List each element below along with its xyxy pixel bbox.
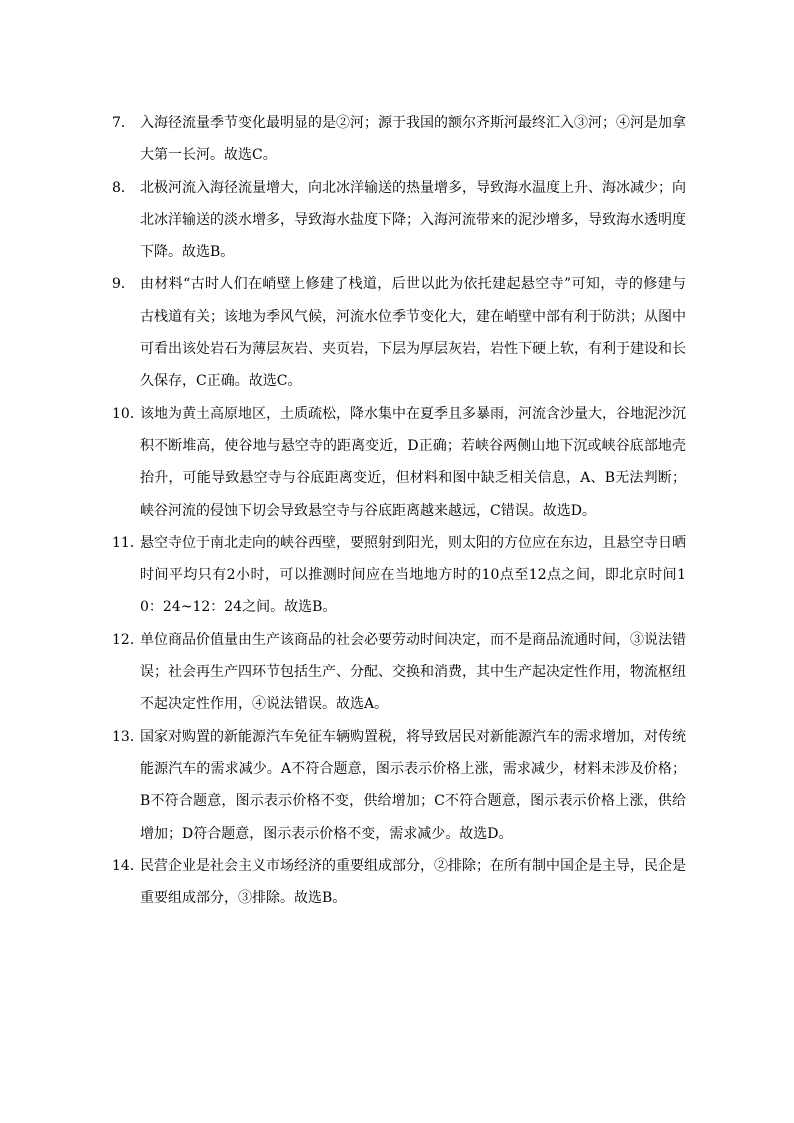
answer-number: 9． xyxy=(112,276,135,293)
answer-item-10 xyxy=(112,398,686,527)
answer-item-11 xyxy=(112,527,686,624)
answer-text: 悬空寺位于南北走向的峡谷西壁，要照射到阳光，则太阳的方位应在东边，且悬空寺日晒时间平均只有2小时，可以推测时间应在当地地方时的10点至12点之间，即北京时间10：24~12：24之间。故选B。 xyxy=(140,534,686,616)
answer-number: 8． xyxy=(112,179,135,196)
answer-item-14 xyxy=(112,850,686,915)
answer-item-13 xyxy=(112,721,686,850)
answer-number: 11． xyxy=(112,534,144,551)
answer-text: 国家对购置的新能源汽车免征车辆购置税，将导致居民对新能源汽车的需求增加，对传统能源汽车的需求减少。A不符合题意，图示表示价格上涨，需求减少，材料未涉及价格；B不符合题意，图示表示价格不变，供给增加；C不符合题意，图示表示价格上涨，供给增加；D符合题意，图示表示价格不变，需求减少。故选D。 xyxy=(140,728,686,842)
answer-text: 该地为黄土高原地区，土质疏松，降水集中在夏季且多暴雨，河流含沙量大，谷地泥沙沉积不断堆高，使谷地与悬空寺的距离变近，D正确；若峡谷两侧山地下沉或峡谷底部地壳抬升，可能导致悬空寺与谷底距离变近，但材料和图中缺乏相关信息，A、B无法判断；峡谷河流的侵蚀下切会导致悬空寺与谷底距离越来越远，C错误。故选D。 xyxy=(140,405,686,519)
answer-text: 单位商品价值量由生产该商品的社会必要劳动时间决定，而不是商品流通时间，③说法错误；社会再生产四环节包括生产、分配、交换和消费，其中生产起决定性作用，物流枢纽不起决定性作用，④说法错误。故选A。 xyxy=(140,631,686,713)
answer-item-7 xyxy=(112,107,686,172)
answer-item-12 xyxy=(112,624,686,721)
answer-text: 由材料“古时人们在峭壁上修建了栈道，后世以此为依托建起悬空寺”可知，寺的修建与古栈道有关；该地为季风气候，河流水位季节变化大，建在峭壁中部有利于防洪；从图中可看出该处岩石为薄层灰岩、夹页岩，下层为厚层灰岩，岩性下硬上软，有利于建设和长久保存，C正确。故选C。 xyxy=(140,276,686,390)
answer-text: 北极河流入海径流量增大，向北冰洋输送的热量增多，导致海水温度上升、海冰减少；向北冰洋输送的淡水增多，导致海水盐度下降；入海河流带来的泥沙增多，导致海水透明度下降。故选B。 xyxy=(140,179,686,261)
answer-list xyxy=(112,107,686,914)
answer-text: 入海径流量季节变化最明显的是②河；源于我国的额尔齐斯河最终汇入③河；④河是加拿大第一长河。故选C。 xyxy=(140,115,686,164)
answer-item-8 xyxy=(112,172,686,269)
answer-text: 民营企业是社会主义市场经济的重要组成部分，②排除；在所有制中国企是主导，民企是重要组成部分，③排除。故选B。 xyxy=(140,857,686,907)
answer-number: 12． xyxy=(112,631,144,648)
answer-number: 7． xyxy=(112,115,135,131)
answer-number: 13． xyxy=(112,728,144,745)
answer-number: 14． xyxy=(112,857,144,874)
answer-number: 10． xyxy=(112,405,144,422)
answer-item-9 xyxy=(112,268,686,397)
